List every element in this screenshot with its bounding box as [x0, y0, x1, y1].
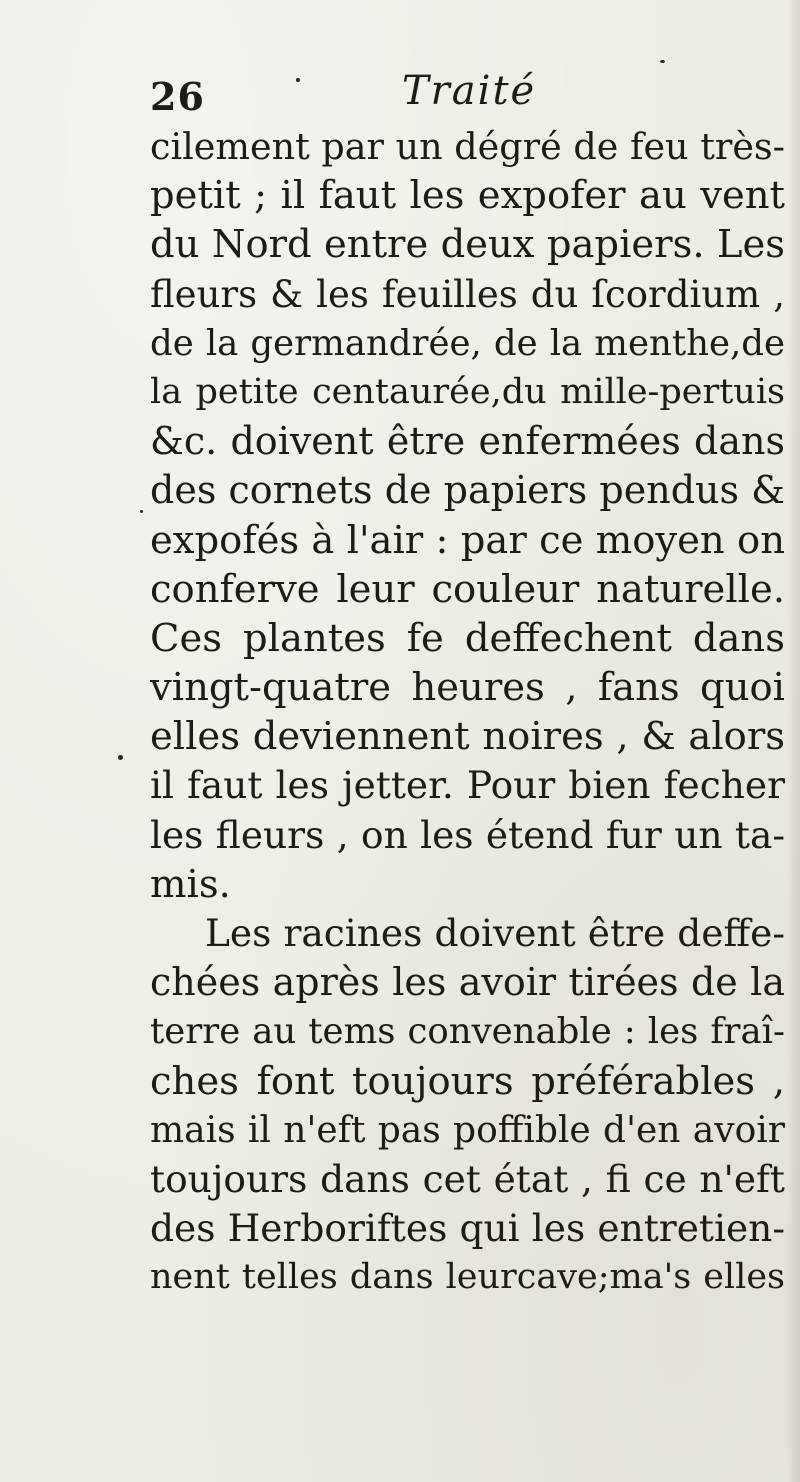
text-line: fleurs & les feuilles du ſcordium , [150, 272, 785, 316]
text-line: &c. doivent être enfermées dans [150, 419, 785, 464]
text-line: Ces plantes fe deffechent dans [150, 615, 785, 661]
text-line: cilement par un dégré de feu très- [150, 125, 785, 168]
text-line: du Nord entre deux papiers. Les [150, 222, 785, 268]
body-text [150, 122, 785, 1303]
text-line: ches font toujours préférables , [150, 1058, 785, 1104]
ink-speck [660, 60, 665, 63]
running-title: Traité [402, 68, 537, 114]
ink-speck [296, 78, 300, 82]
text-line: des Herboriftes qui les entretien- [150, 1206, 785, 1251]
text-line: nent telles dans leurcave;ma's elles [150, 1257, 785, 1298]
text-line: des cornets de papiers pendus & [150, 468, 785, 513]
page-edge-shadow [786, 0, 800, 1482]
text-line: terre au tems convenable : les fraî- [150, 1011, 785, 1053]
ink-speck [118, 755, 123, 760]
text-line: la petite centaurée,du mille-pertuis [150, 371, 785, 412]
page-number: 26 [150, 74, 205, 119]
text-line: chées après les avoir tirées de la [150, 960, 785, 1005]
text-line: conferve leur couleur naturelle. [150, 566, 785, 612]
text-line: il faut les jetter. Pour bien fecher [150, 763, 785, 808]
text-line: mais il n'eft pas poffible d'en avoir [150, 1109, 785, 1151]
text-line: toujours dans cet état , fi ce n'eft [150, 1156, 785, 1201]
text-line: mis. [150, 861, 231, 907]
text-line: expofés à l'air : par ce moyen on [150, 517, 785, 563]
text-line: petit ; il faut les expofer au vent [150, 173, 785, 219]
text-line: elles deviennent noires , & alors [150, 714, 785, 760]
text-line: les fleurs , on les étend fur un ta- [150, 812, 785, 857]
text-line: de la germandrée, de la menthe,de [150, 322, 785, 364]
text-line: Les racines doivent être deffe- [205, 911, 785, 955]
ink-speck [140, 510, 143, 513]
text-line: vingt-quatre heures , fans quoi [150, 665, 785, 711]
page-header [0, 68, 800, 128]
